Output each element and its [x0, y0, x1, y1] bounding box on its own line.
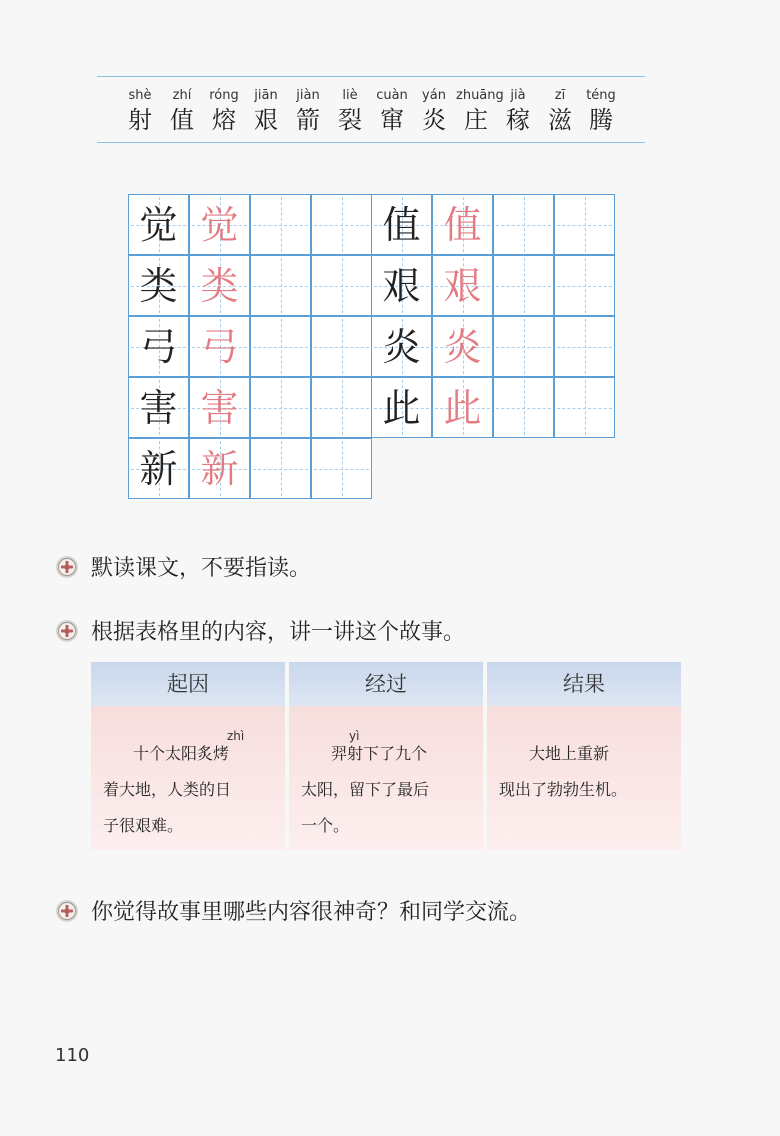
flower-seal-icon — [55, 899, 79, 923]
pinyin-annotation: zhì — [227, 729, 245, 743]
story-table — [91, 662, 681, 850]
vocab-pinyin: zhí — [172, 88, 192, 103]
column-header-cause: 起因 — [91, 662, 285, 706]
pinyin-annotation: yì — [349, 729, 360, 743]
text-line: 子很艰难。 — [103, 816, 184, 835]
text-line: 现出了勃勃生机。 — [499, 780, 628, 799]
model-character: 值 — [382, 202, 421, 247]
blank-practice-cell — [311, 316, 372, 377]
vocab-pinyin: téng — [586, 88, 616, 103]
vocab-hanzi: 艰 — [254, 106, 278, 134]
model-character-cell — [371, 255, 432, 316]
blank-practice-cell — [250, 438, 311, 499]
blank-practice-cell — [554, 316, 615, 377]
tracing-character: 弓 — [200, 324, 239, 369]
text-line: 着大地，人类的日 — [103, 780, 232, 799]
vocab-word — [120, 88, 160, 136]
model-character-cell — [128, 377, 189, 438]
model-character: 炎 — [382, 324, 421, 369]
tracing-character-cell — [189, 377, 250, 438]
model-character: 新 — [139, 446, 178, 491]
tracing-character: 类 — [200, 263, 239, 308]
column-body-process — [289, 706, 483, 850]
model-character-cell — [371, 377, 432, 438]
story-column-process — [289, 662, 483, 850]
vocab-hanzi: 值 — [170, 106, 194, 134]
task-text: 你觉得故事里哪些内容很神奇？和同学交流。 — [91, 900, 532, 925]
blank-practice-cell — [493, 255, 554, 316]
tracing-character: 此 — [443, 385, 482, 430]
vocab-hanzi: 滋 — [548, 106, 572, 134]
blank-practice-cell — [250, 377, 311, 438]
text-line: 羿射下了九个 — [331, 744, 428, 763]
vocab-hanzi: 腾 — [589, 106, 613, 134]
vocab-word — [372, 88, 412, 136]
tracing-character: 炎 — [443, 324, 482, 369]
tracing-character-cell — [189, 438, 250, 499]
vocab-pinyin: cuàn — [376, 88, 408, 103]
blank-practice-cell — [250, 194, 311, 255]
column-body-result — [487, 706, 681, 850]
flower-seal-icon — [55, 555, 79, 579]
vocab-hanzi: 裂 — [338, 106, 362, 134]
blank-practice-cell — [493, 194, 554, 255]
text-line: 一个。 — [301, 816, 350, 835]
vocab-hanzi: 箭 — [296, 106, 320, 134]
vocab-hanzi: 炎 — [422, 106, 446, 134]
model-character: 弓 — [139, 324, 178, 369]
blank-practice-cell — [493, 316, 554, 377]
vocab-hanzi: 射 — [128, 106, 152, 134]
blank-practice-cell — [311, 377, 372, 438]
vocab-hanzi: 窜 — [380, 106, 404, 134]
blank-practice-cell — [250, 255, 311, 316]
model-character: 觉 — [139, 202, 178, 247]
vocab-pinyin: róng — [209, 88, 239, 103]
model-character-cell — [128, 438, 189, 499]
model-character-cell — [371, 316, 432, 377]
story-column-result — [487, 662, 681, 850]
vocab-word — [204, 88, 244, 136]
vocab-pinyin: jià — [510, 88, 526, 103]
vocab-pinyin: shè — [128, 88, 152, 103]
model-character: 艰 — [382, 263, 421, 308]
vocab-pinyin: jiàn — [296, 88, 320, 103]
vocab-word — [456, 88, 504, 136]
blank-practice-cell — [311, 255, 372, 316]
model-character: 害 — [139, 385, 178, 430]
model-character: 此 — [382, 385, 421, 430]
vocab-top-rule — [97, 76, 645, 77]
task-discuss — [55, 895, 531, 926]
task-text: 根据表格里的内容，讲一讲这个故事。 — [91, 620, 466, 645]
tracing-character: 值 — [443, 202, 482, 247]
tracing-character: 觉 — [200, 202, 239, 247]
tracing-character: 害 — [200, 385, 239, 430]
text-line: 大地上重新 — [529, 744, 610, 763]
vocab-word — [162, 88, 202, 136]
task-read-silently — [55, 551, 311, 582]
column-header-process: 经过 — [289, 662, 483, 706]
vocab-word — [581, 88, 621, 136]
vocab-word — [330, 88, 370, 136]
vocab-hanzi: 熔 — [212, 106, 236, 134]
column-body-cause — [91, 706, 285, 850]
tracing-character-cell — [189, 194, 250, 255]
tracing-character-cell — [432, 316, 493, 377]
tracing-character: 艰 — [443, 263, 482, 308]
blank-practice-cell — [311, 194, 372, 255]
model-character-cell — [128, 255, 189, 316]
vocab-word — [288, 88, 328, 136]
vocab-word — [246, 88, 286, 136]
blank-practice-cell — [311, 438, 372, 499]
vocab-pinyin: zī — [554, 88, 566, 103]
tracing-character-cell — [189, 316, 250, 377]
model-character-cell — [128, 316, 189, 377]
blank-practice-cell — [554, 194, 615, 255]
vocab-pinyin: zhuāng — [456, 88, 504, 103]
vocab-pinyin: jiān — [254, 88, 278, 103]
text-line: 太阳，留下了最后 — [301, 780, 430, 799]
vocab-word — [498, 88, 538, 136]
vocab-word — [414, 88, 454, 136]
model-character-cell — [371, 194, 432, 255]
vocab-hanzi: 稼 — [506, 106, 530, 134]
vocab-hanzi: 庄 — [464, 106, 488, 134]
tracing-character-cell — [432, 255, 493, 316]
blank-practice-cell — [493, 377, 554, 438]
vocab-pinyin: yán — [422, 88, 446, 103]
task-text: 默读课文，不要指读。 — [91, 556, 312, 581]
blank-practice-cell — [250, 316, 311, 377]
column-header-result: 结果 — [487, 662, 681, 706]
tracing-character: 新 — [200, 446, 239, 491]
blank-practice-cell — [554, 377, 615, 438]
flower-seal-icon — [55, 619, 79, 643]
tracing-character-cell — [189, 255, 250, 316]
vocab-pinyin: liè — [342, 88, 358, 103]
model-character-cell — [128, 194, 189, 255]
page-number: 110 — [55, 1045, 90, 1066]
tracing-character-cell — [432, 377, 493, 438]
blank-practice-cell — [554, 255, 615, 316]
vocab-bottom-rule — [97, 142, 645, 143]
model-character: 类 — [139, 263, 178, 308]
story-column-cause — [91, 662, 285, 850]
text-line: 十个太阳炙烤 — [133, 744, 230, 763]
tracing-character-cell — [432, 194, 493, 255]
vocab-word — [540, 88, 580, 136]
task-retell-story — [55, 615, 465, 646]
